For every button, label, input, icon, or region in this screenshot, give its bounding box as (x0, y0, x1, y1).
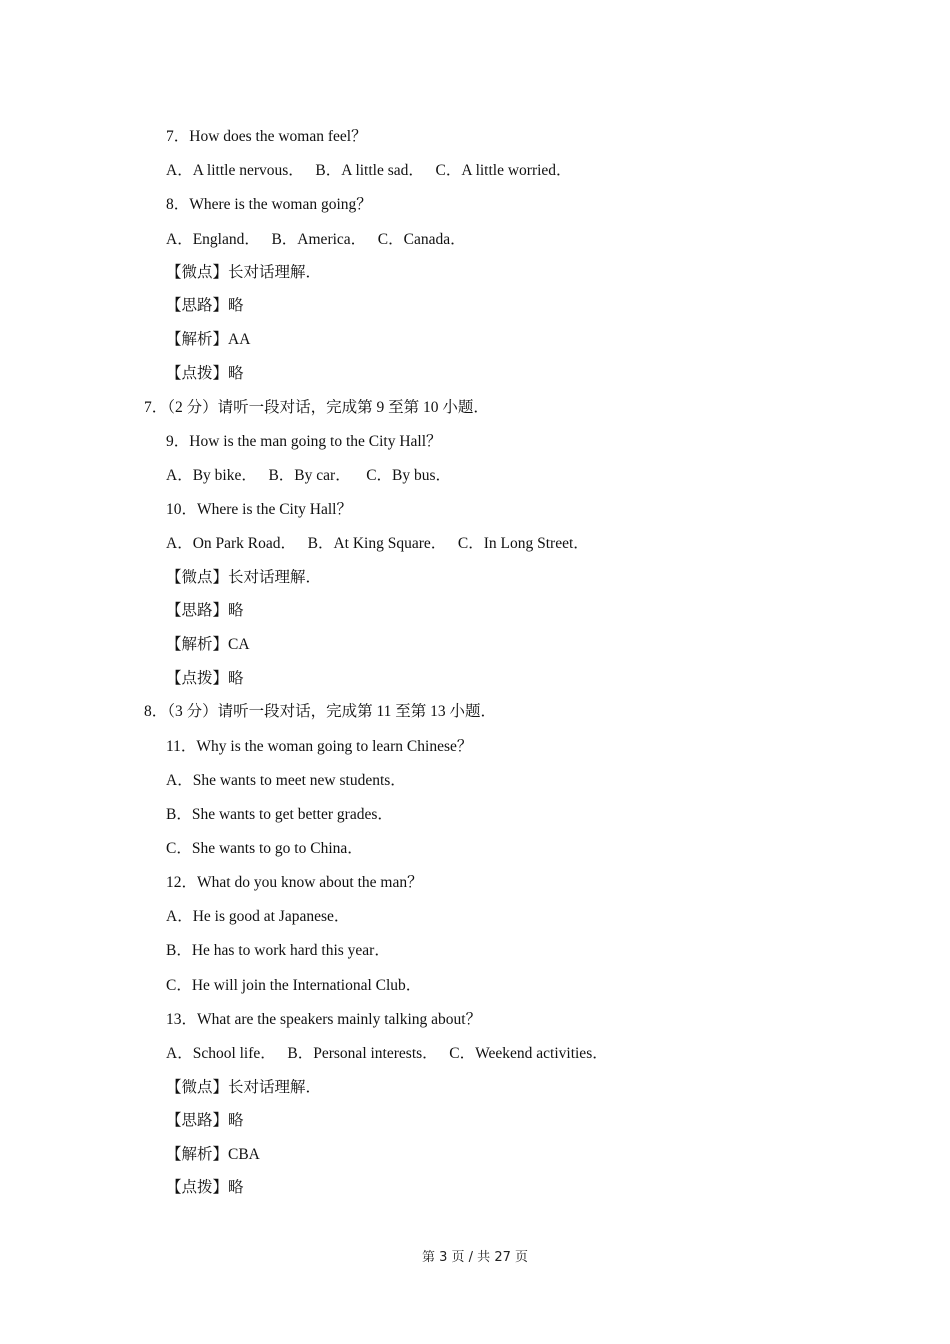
question-12-option-c: C．He will join the International Club． (166, 977, 422, 994)
question-7-options: A．A little nervous． B．A little sad． C．A little worried． (166, 162, 572, 179)
weidian-label: 【微点】长对话理解． (166, 1079, 322, 1096)
question-8: 8．Where is the woman going？ (166, 196, 372, 213)
question-11-option-c: C．She wants to go to China． (166, 840, 363, 857)
dianbo-label: 【点拨】略 (166, 365, 244, 382)
section-heading-8: 8．（3 分）请听一段对话，完成第 11 至第 13 小题． (144, 703, 497, 720)
weidian-label: 【微点】长对话理解． (166, 569, 322, 586)
question-9: 9．How is the man going to the City Hall？ (166, 433, 442, 450)
question-11-option-b: B．She wants to get better grades． (166, 806, 393, 823)
weidian-label: 【微点】长对话理解． (166, 264, 322, 281)
section-heading-7: 7．（2 分）请听一段对话，完成第 9 至第 10 小题． (144, 399, 489, 416)
question-11: 11．Why is the woman going to learn Chinese？ (166, 738, 473, 755)
question-7: 7．How does the woman feel？ (166, 128, 367, 145)
question-12: 12．What do you know about the man？ (166, 874, 423, 891)
question-12-option-b: B．He has to work hard this year． (166, 942, 390, 959)
dianbo-label: 【点拨】略 (166, 670, 244, 687)
silu-label: 【思路】略 (166, 297, 244, 314)
question-12-option-a: A．He is good at Japanese． (166, 908, 350, 925)
question-8-options: A．England． B．America． C．Canada． (166, 231, 466, 248)
question-10-options: A．On Park Road． B．At King Square． C．In Long Street． (166, 535, 589, 552)
jiexi-label: 【解析】CA (166, 636, 250, 653)
question-13-options: A．School life． B．Personal interests． C．Weekend activities． (166, 1045, 608, 1062)
page-number-footer: 第 3 页 / 共 27 页 (422, 1250, 528, 1265)
silu-label: 【思路】略 (166, 1112, 244, 1129)
jiexi-label: 【解析】CBA (166, 1146, 260, 1163)
dianbo-label: 【点拨】略 (166, 1179, 244, 1196)
silu-label: 【思路】略 (166, 602, 244, 619)
question-13: 13．What are the speakers mainly talking about？ (166, 1011, 482, 1028)
question-9-options: A．By bike． B．By car． C．By bus． (166, 467, 452, 484)
question-10: 10．Where is the City Hall？ (166, 501, 352, 518)
question-11-option-a: A．She wants to meet new students． (166, 772, 406, 789)
jiexi-label: 【解析】AA (166, 331, 251, 348)
